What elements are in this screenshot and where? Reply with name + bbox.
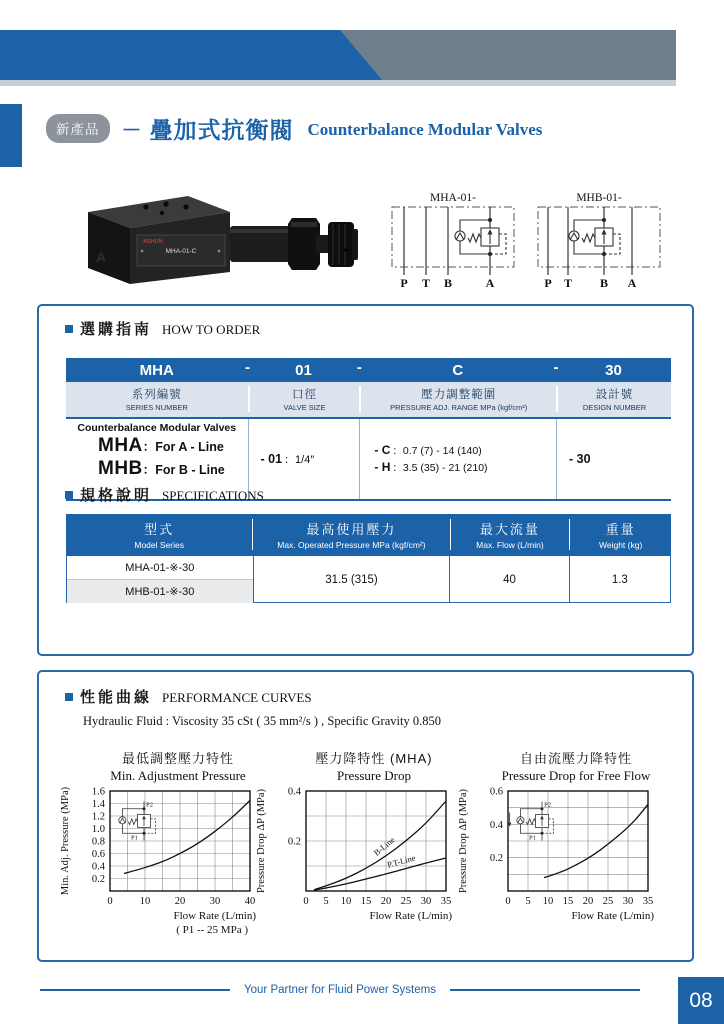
series-mhb: MHB ：For B - Line <box>98 458 225 479</box>
svg-text:5: 5 <box>525 896 531 907</box>
svg-text:0.4: 0.4 <box>287 786 301 798</box>
svg-text:P: P <box>544 276 552 290</box>
circuit-diagram-mhb <box>534 190 664 292</box>
svg-text:0: 0 <box>303 896 309 907</box>
svg-text:1.2: 1.2 <box>91 811 105 823</box>
svg-text:40: 40 <box>244 896 256 907</box>
header-band <box>0 30 676 80</box>
how-to-order-cn: 選購指南 <box>80 321 153 338</box>
circuit-diagram-mha <box>388 190 518 292</box>
performance-panel <box>37 670 694 962</box>
code-dash-3: - <box>553 359 559 376</box>
svg-text:B: B <box>443 276 453 290</box>
svg-text:10: 10 <box>542 896 554 907</box>
page-number: 08 <box>678 977 724 1024</box>
footer-tagline: Your Partner for Fluid Power Systems <box>244 984 436 996</box>
how-to-order-table <box>66 358 671 501</box>
spec-max-pressure: 31.5 (315) <box>253 556 450 603</box>
svg-text:( P1 -- 25 MPa ): ( P1 -- 25 MPa ) <box>176 924 248 936</box>
spec-model-mha: MHA-01-※-30 <box>125 562 195 574</box>
spec-header-row <box>66 514 671 556</box>
svg-text:0.8: 0.8 <box>91 836 105 848</box>
svg-text:T: T <box>421 276 431 290</box>
fluid-note: Hydraulic Fluid : Viscosity 35 cSt ( 35 mm²/s ) , Specific Gravity 0.850 <box>83 714 441 728</box>
pressure-option-h: - H ：3.5 (35) - 21 (210) <box>374 460 488 474</box>
valve-size-cell: - 01 ：1/4″ <box>248 419 360 499</box>
svg-text:P2: P2 <box>544 801 552 809</box>
svg-text:0.2: 0.2 <box>287 836 301 848</box>
chart-plot <box>453 786 663 940</box>
col-design-number: 設計號 DESIGN NUMBER <box>556 386 671 412</box>
svg-text:30: 30 <box>420 896 432 907</box>
svg-text:0.6: 0.6 <box>91 849 105 860</box>
svg-text:B: B <box>599 276 609 290</box>
svg-text:5: 5 <box>323 896 329 907</box>
svg-text:20: 20 <box>582 896 594 907</box>
svg-text:0.2: 0.2 <box>489 853 503 865</box>
svg-text:Flow Rate (L/min): Flow Rate (L/min) <box>571 910 654 922</box>
svg-text:Flow Rate (L/min): Flow Rate (L/min) <box>369 910 452 922</box>
photo-model-text: MHA-01-C <box>165 248 197 255</box>
page-title-en: Counterbalance Modular Valves <box>307 119 543 139</box>
svg-text:A: A <box>627 276 637 290</box>
svg-text:20: 20 <box>380 896 392 907</box>
svg-text:MHB-01-: MHB-01- <box>576 192 622 204</box>
svg-text:0.2: 0.2 <box>91 874 105 885</box>
svg-text:35: 35 <box>440 896 452 907</box>
svg-text:1.0: 1.0 <box>91 824 105 835</box>
svg-text:0.4: 0.4 <box>489 819 503 831</box>
pressure-option-c: - C ：0.7 (7) - 14 (140) <box>374 443 482 457</box>
svg-text:30: 30 <box>209 896 221 907</box>
col-pressure-range: 壓力調整範圍 PRESSURE ADJ. RANGE MPa (kgf/cm²) <box>359 386 556 412</box>
section-bullet-icon <box>65 325 73 333</box>
chart-min-adjustment-pressure <box>55 748 265 940</box>
svg-text:B-Line: B-Line <box>371 834 397 858</box>
footer-rule-left <box>40 989 230 991</box>
svg-text:Flow Rate (L/min): Flow Rate (L/min) <box>173 910 256 922</box>
page-title-cn: 疊加式抗衡閥 <box>149 116 294 143</box>
chart-pressure-drop-free-flow <box>453 748 663 940</box>
chart-plot <box>251 786 461 940</box>
spec-models <box>67 556 253 603</box>
chart-title-cn: 自由流壓力降特性 <box>519 751 632 766</box>
svg-text:20: 20 <box>174 896 186 907</box>
chart-title-cn: 最低調整壓力特性 <box>121 751 234 766</box>
performance-cn: 性能曲線 <box>80 689 153 706</box>
spec-col-flow: 最大流量 Max. Flow (L/min) <box>450 519 570 550</box>
spec-weight: 1.3 <box>569 556 670 603</box>
spec-max-flow: 40 <box>449 556 568 603</box>
specifications-en: SPECIFICATIONS <box>162 488 264 503</box>
svg-text:MHA-01-: MHA-01- <box>430 192 476 204</box>
chart-pressure-drop-mha <box>251 748 461 940</box>
photo-brand-text: ASHUN <box>143 239 163 245</box>
svg-text:T: T <box>563 276 573 290</box>
svg-text:Min. Adj. Pressure (MPa): Min. Adj. Pressure (MPa) <box>60 786 71 896</box>
series-note: Counterbalance Modular Valves <box>77 422 237 434</box>
svg-text:15: 15 <box>360 896 372 907</box>
code-dash-1: - <box>245 359 250 376</box>
model-code-size: 01 <box>295 361 312 379</box>
svg-text:25: 25 <box>602 896 614 907</box>
svg-text:A: A <box>485 276 495 290</box>
title-dash: － <box>121 119 142 142</box>
svg-text:0: 0 <box>505 896 511 907</box>
svg-text:15: 15 <box>562 896 574 907</box>
svg-text:0.4: 0.4 <box>91 861 105 873</box>
svg-text:35: 35 <box>642 896 654 907</box>
svg-text:P.T-Line: P.T-Line <box>386 852 417 870</box>
how-to-order-en: HOW TO ORDER <box>162 322 261 337</box>
new-product-badge: 新產品 <box>46 114 110 143</box>
model-code-pressure: C <box>452 361 464 379</box>
chart-title-en: Pressure Drop for Free Flow <box>501 768 651 783</box>
model-code-design: 30 <box>605 361 622 379</box>
header-band-blue <box>0 30 676 80</box>
svg-text:Pressure Drop ΔP (MPa): Pressure Drop ΔP (MPa) <box>256 788 267 894</box>
svg-text:Pressure Drop ΔP (MPa): Pressure Drop ΔP (MPa) <box>458 788 469 894</box>
svg-text:0.6: 0.6 <box>489 786 503 798</box>
spec-body <box>66 556 671 603</box>
svg-text:10: 10 <box>139 896 151 907</box>
model-code-row <box>66 358 671 382</box>
svg-text:P2: P2 <box>146 801 154 809</box>
svg-text:P1: P1 <box>529 834 536 842</box>
spec-col-weight: 重量 Weight (kg) <box>569 519 671 550</box>
page-title <box>46 112 542 144</box>
section-bullet-icon <box>65 491 73 499</box>
chart-title-en: Min. Adjustment Pressure <box>110 768 246 783</box>
chart-title-cn: 壓力降特性 (MHA) <box>315 751 433 766</box>
svg-text:1.6: 1.6 <box>91 786 105 798</box>
svg-text:30: 30 <box>622 896 634 907</box>
design-number-cell: - 30 <box>556 419 671 499</box>
section-bullet-icon <box>65 693 73 701</box>
product-photo <box>58 182 358 300</box>
header-band-strip <box>0 80 676 86</box>
specifications-heading <box>65 484 264 505</box>
chart-title-en: Pressure Drop <box>336 768 411 783</box>
performance-heading <box>65 686 312 707</box>
svg-text:0: 0 <box>107 896 113 907</box>
pressure-range-cell <box>359 419 556 499</box>
svg-text:10: 10 <box>340 896 352 907</box>
performance-en: PERFORMANCE CURVES <box>162 690 312 705</box>
specifications-cn: 規格說明 <box>80 487 153 504</box>
svg-text:1.4: 1.4 <box>91 799 105 810</box>
how-to-order-heading <box>65 318 260 339</box>
col-valve-size: 口徑 VALVE SIZE <box>248 386 360 412</box>
order-column-headers <box>66 382 671 419</box>
footer-rule-right <box>450 989 640 991</box>
svg-text:25: 25 <box>400 896 412 907</box>
footer <box>40 984 640 996</box>
order-spec-panel <box>37 304 694 656</box>
col-series: 系列編號 SERIES NUMBER <box>125 389 188 412</box>
code-dash-2: - <box>356 359 362 376</box>
spec-col-model: 型式 Model Series <box>134 522 184 550</box>
model-code-series: MHA <box>139 361 174 379</box>
specifications-table <box>66 514 671 603</box>
svg-text:A: A <box>96 249 107 265</box>
spec-model-mhb: MHB-01-※-30 <box>67 579 253 603</box>
svg-text:P: P <box>400 276 408 290</box>
chart-plot <box>55 786 265 940</box>
series-mha: MHA ：For A - Line <box>98 435 224 456</box>
spec-col-pressure: 最高使用壓力 Max. Operated Pressure MPa (kgf/cm²) <box>252 519 449 550</box>
left-edge-tab <box>0 104 22 167</box>
svg-text:P1: P1 <box>131 834 138 842</box>
